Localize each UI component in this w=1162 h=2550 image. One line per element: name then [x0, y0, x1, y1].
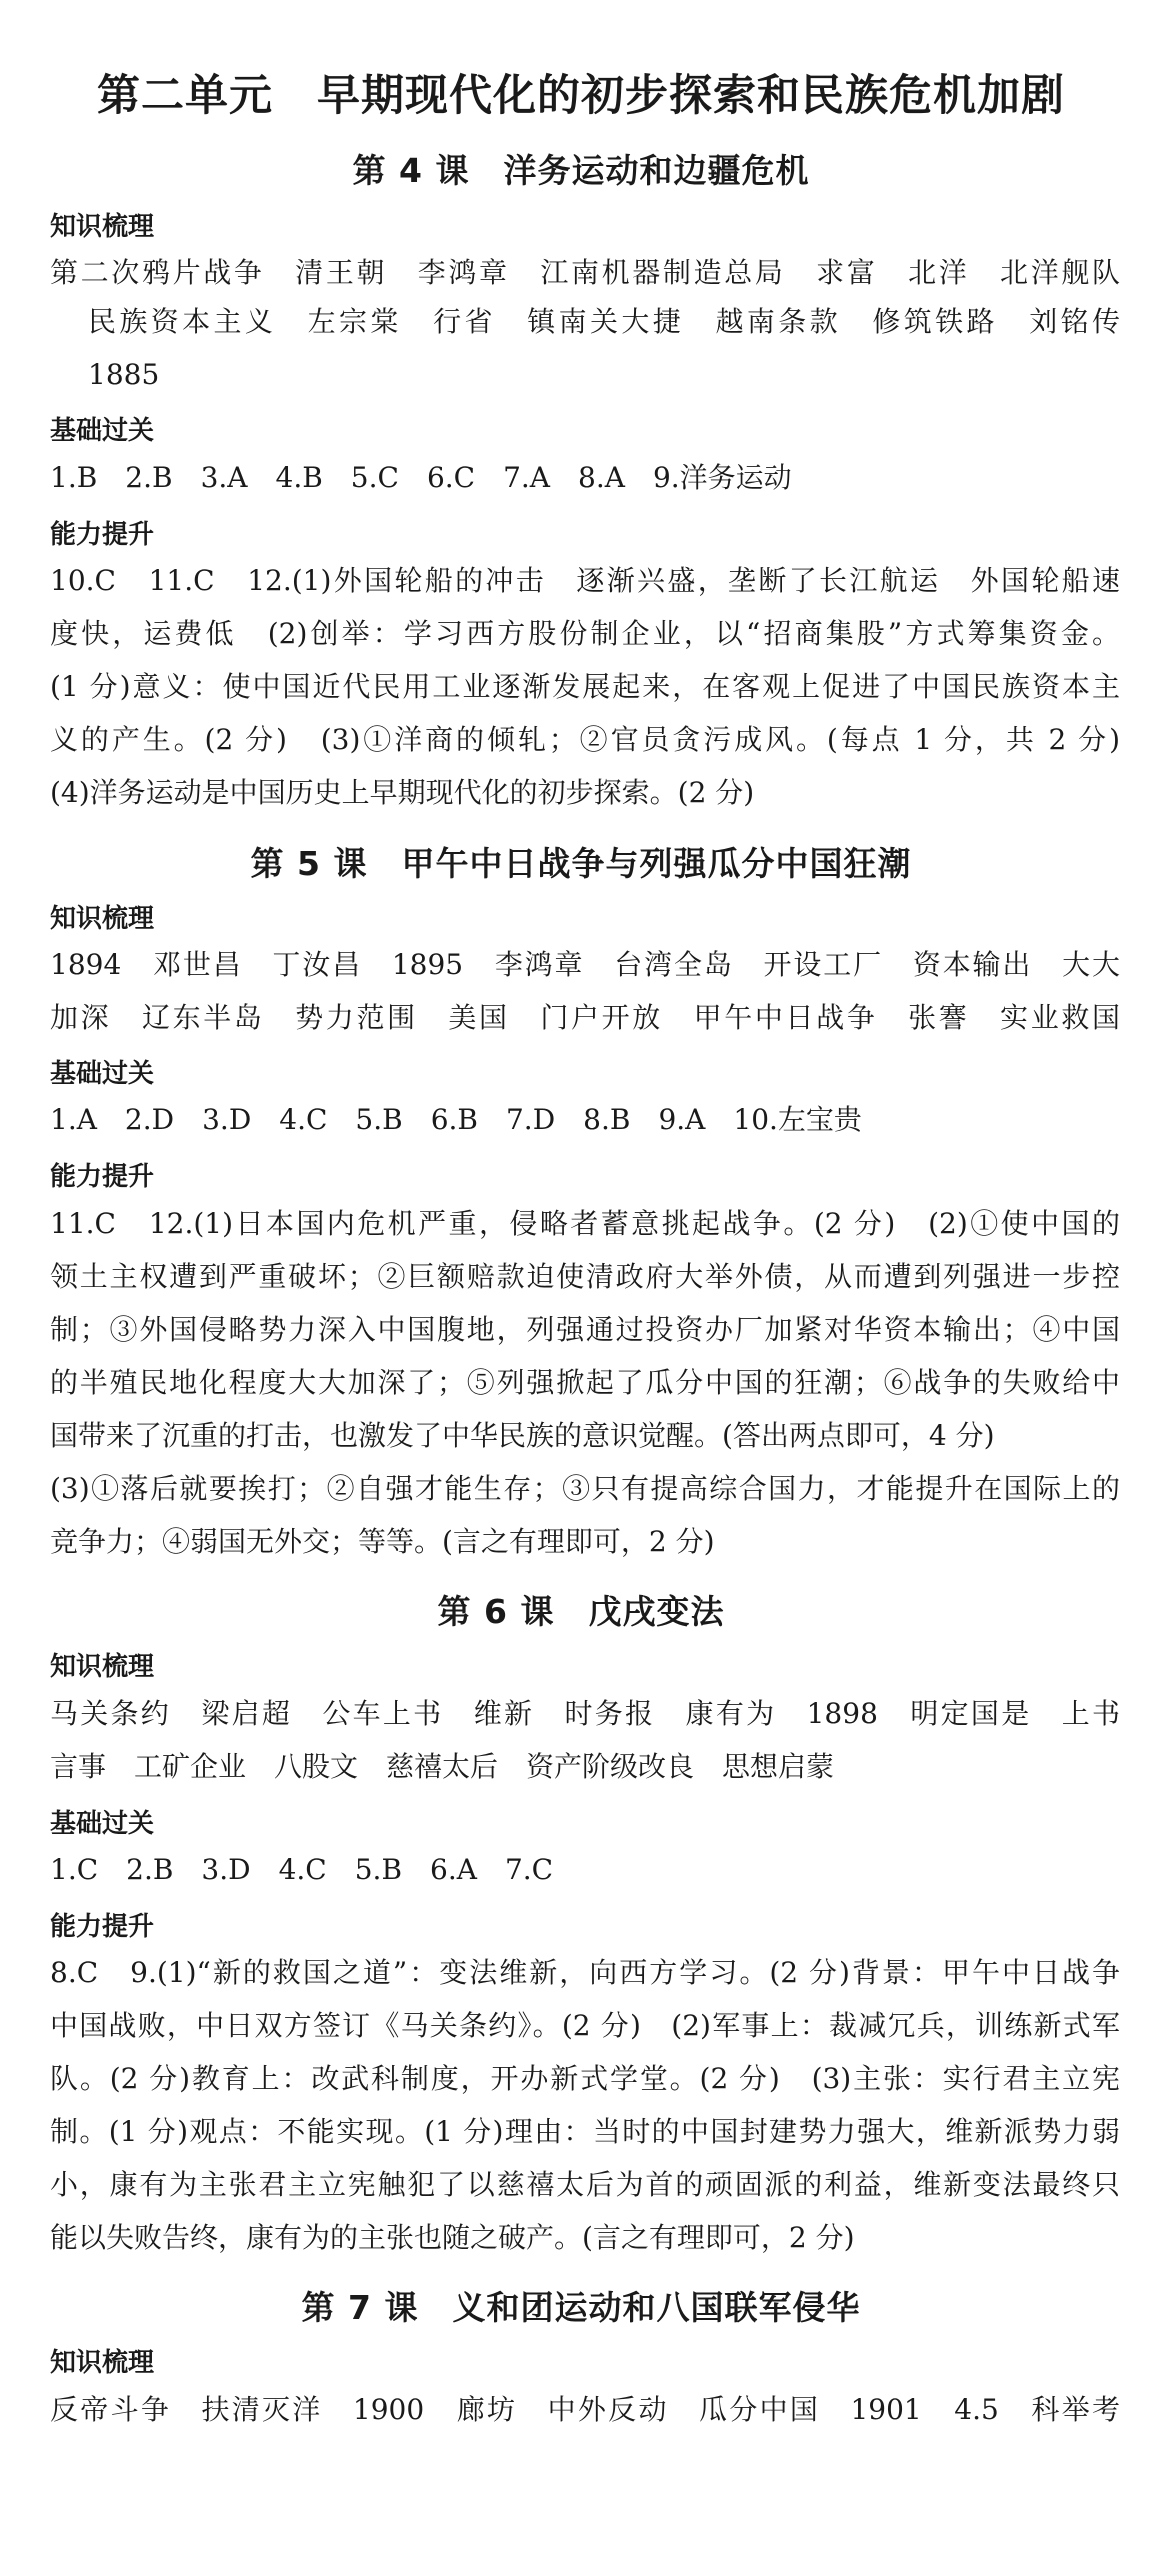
lesson-4-basic-heading: 基础过关 — [50, 416, 155, 446]
lesson-4-ability-line-2: 度快，运费低 (2)创举：学习西方股份制企业，以“招商集股”方式筹集资金。 — [50, 617, 1120, 650]
lesson-5-ability-line-4: 的半殖民地化程度大大加深了；⑤列强掀起了瓜分中国的狂潮；⑥战争的失败给中 — [50, 1366, 1120, 1399]
lesson-6-knowledge-line-1: 马关条约 梁启超 公车上书 维新 时务报 康有为 1898 明定国是 上书 — [50, 1697, 1120, 1730]
lesson-4-ability-line-5: (4)洋务运动是中国历史上早期现代化的初步探索。(2 分) — [50, 776, 755, 809]
lesson-6-knowledge-line-2: 言事 工矿企业 八股文 慈禧太后 资产阶级改良 思想启蒙 — [50, 1750, 835, 1783]
lesson-5-ability-line-3: 制；③外国侵略势力深入中国腹地，列强通过投资办厂加紧对华资本输出；④中国 — [50, 1313, 1120, 1346]
lesson-6-basic-answers: 1.C 2.B 3.D 4.C 5.B 6.A 7.C — [50, 1853, 554, 1886]
lesson-5-knowledge-line-2: 加深 辽东半岛 势力范围 美国 门户开放 甲午中日战争 张謇 实业救国 — [50, 1001, 1120, 1034]
lesson-4-ability-line-1: 10.C 11.C 12.(1)外国轮船的冲击 逐渐兴盛，垄断了长江航运 外国轮船速 — [50, 564, 1120, 597]
lesson-5-ability-line-6: (3)①落后就要挨打；②自强才能生存；③只有提高综合国力，才能提升在国际上的 — [50, 1472, 1120, 1505]
lesson-4-ability-line-3: (1 分)意义：使中国近代民用工业逐渐发展起来，在客观上促进了中国民族资本主 — [50, 670, 1120, 703]
lesson-7-title: 第 7 课 义和团运动和八国联军侵华 — [301, 2288, 861, 2327]
unit-title: 第二单元 早期现代化的初步探索和民族危机加剧 — [97, 71, 1065, 121]
lesson-5-title: 第 5 课 甲午中日战争与列强瓜分中国狂潮 — [250, 844, 912, 883]
lesson-6-ability-line-6: 能以失败告终，康有为的主张也随之破产。(言之有理即可，2 分) — [50, 2221, 855, 2254]
lesson-6-ability-line-4: 制。(1 分)观点：不能实现。(1 分)理由：当时的中国封建势力强大，维新派势力弱 — [50, 2115, 1120, 2148]
lesson-6-knowledge-heading: 知识梳理 — [50, 1652, 155, 1682]
lesson-6-ability-heading: 能力提升 — [50, 1912, 155, 1942]
lesson-7-knowledge-line-1: 反帝斗争 扶清灭洋 1900 廊坊 中外反动 瓜分中国 1901 4.5 科举考 — [50, 2393, 1120, 2426]
lesson-6-ability-line-1: 8.C 9.(1)“新的救国之道”：变法维新，向西方学习。(2 分)背景：甲午中日战争 — [50, 1956, 1120, 1989]
lesson-6-ability-line-5: 小，康有为主张君主立宪触犯了以慈禧太后为首的顽固派的利益，维新变法最终只 — [50, 2168, 1120, 2201]
lesson-5-ability-line-7: 竞争力；④弱国无外交；等等。(言之有理即可，2 分) — [50, 1525, 715, 1558]
lesson-6-ability-line-2: 中国战败，中日双方签订《马关条约》。(2 分) (2)军事上：裁减冗兵，训练新式军 — [50, 2009, 1120, 2042]
lesson-5-ability-line-5: 国带来了沉重的打击，也激发了中华民族的意识觉醒。(答出两点即可，4 分) — [50, 1419, 995, 1452]
lesson-5-basic-answers: 1.A 2.D 3.D 4.C 5.B 6.B 7.D 8.B 9.A 10.左宝贵 — [50, 1103, 862, 1136]
lesson-5-basic-heading: 基础过关 — [50, 1059, 155, 1089]
lesson-4-title: 第 4 课 洋务运动和边疆危机 — [352, 151, 810, 190]
lesson-4-ability-heading: 能力提升 — [50, 520, 155, 550]
lesson-4-knowledge-line-1: 第二次鸦片战争 清王朝 李鸿章 江南机器制造总局 求富 北洋 北洋舰队 — [50, 256, 1120, 289]
lesson-5-ability-line-1: 11.C 12.(1)日本国内危机严重，侵略者蓄意挑起战争。(2 分) (2)①使中国的 — [50, 1207, 1120, 1240]
lesson-4-knowledge-line-3: 1885 — [88, 358, 160, 391]
lesson-5-ability-line-2: 领土主权遭到严重破坏；②巨额赔款迫使清政府大举外债，从而遭到列强进一步控 — [50, 1260, 1120, 1293]
lesson-6-title: 第 6 课 戊戌变法 — [437, 1592, 725, 1631]
lesson-4-knowledge-line-2: 民族资本主义 左宗棠 行省 镇南关大捷 越南条款 修筑铁路 刘铭传 — [88, 305, 1120, 338]
lesson-7-knowledge-heading: 知识梳理 — [50, 2348, 155, 2378]
lesson-4-knowledge-heading: 知识梳理 — [50, 212, 155, 242]
lesson-6-ability-line-3: 队。(2 分)教育上：改武科制度，开办新式学堂。(2 分) (3)主张：实行君主立宪 — [50, 2062, 1120, 2095]
lesson-6-basic-heading: 基础过关 — [50, 1809, 155, 1839]
lesson-5-ability-heading: 能力提升 — [50, 1162, 155, 1192]
lesson-5-knowledge-heading: 知识梳理 — [50, 904, 155, 934]
lesson-4-basic-answers: 1.B 2.B 3.A 4.B 5.C 6.C 7.A 8.A 9.洋务运动 — [50, 461, 792, 494]
lesson-4-ability-line-4: 义的产生。(2 分) (3)①洋商的倾轧；②官员贪污成风。(每点 1 分，共 2 分) — [50, 723, 1120, 756]
lesson-5-knowledge-line-1: 1894 邓世昌 丁汝昌 1895 李鸿章 台湾全岛 开设工厂 资本输出 大大 — [50, 948, 1120, 981]
